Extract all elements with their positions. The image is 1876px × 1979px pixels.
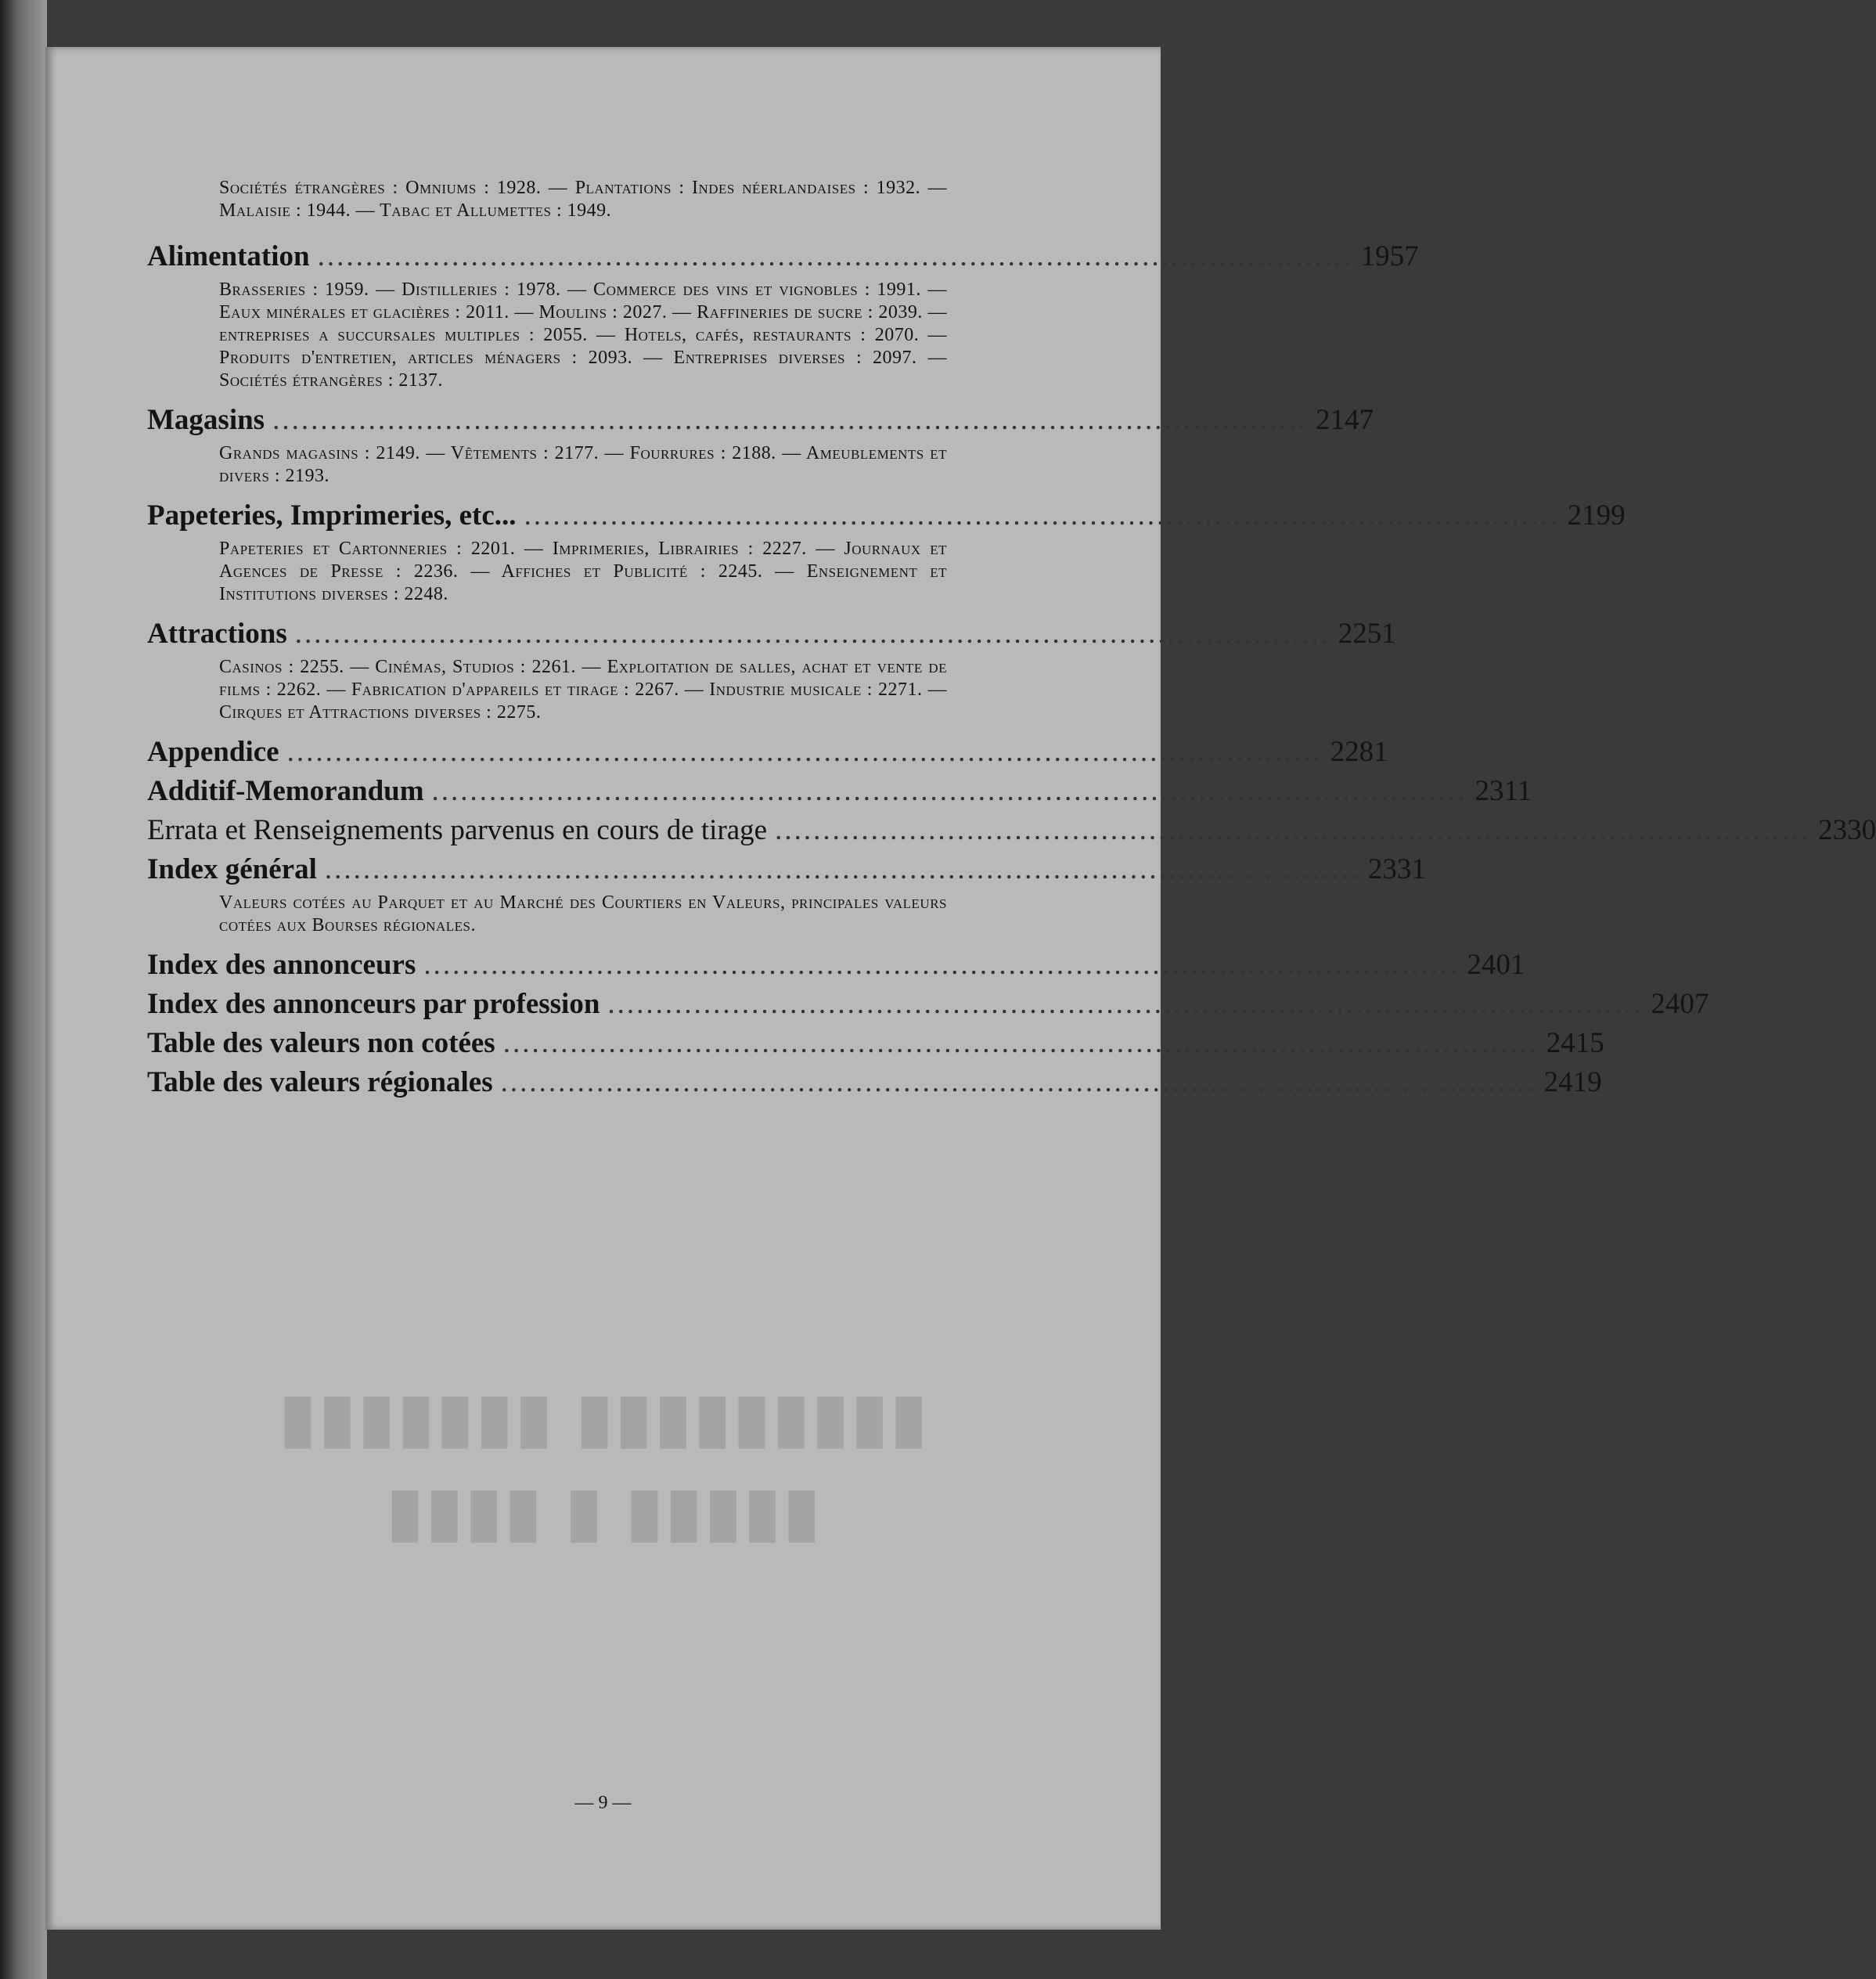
toc-entry-index-annonceurs-profession	[147, 987, 1709, 1026]
toc-subentries: Papeteries et Cartonneries : 2201. — Imprimeries, Librairies : 2227. — Journaux et Agences de Presse : 2236. — Affiches et Publicité : 2245. — Enseignement et Institutions diverses : 2248.	[219, 539, 947, 604]
leader-dots: ............................................................................................................	[286, 736, 1323, 768]
toc-entry-appendice	[147, 735, 1388, 774]
leader-dots: ............................................................................................................	[431, 775, 1467, 807]
toc-entry-index-annonceurs	[147, 948, 1525, 987]
toc-title: Errata et Renseignements parvenus en cours de tirage	[147, 814, 768, 846]
toc-page-number: 2415	[1546, 1027, 1604, 1059]
toc-title: Additif-Memorandum	[147, 775, 424, 807]
toc-title: Table des valeurs régionales	[147, 1066, 493, 1098]
book-page	[45, 47, 1876, 1930]
toc-title: Index des annonceurs	[147, 949, 416, 981]
toc-entry-valeurs-regionales	[147, 1065, 1602, 1105]
toc-title: Papeteries, Imprimeries, etc...	[147, 499, 517, 532]
toc-page-number: 2331	[1367, 853, 1426, 885]
toc-page-number: 2311	[1475, 775, 1532, 807]
leader-dots: ............................................................................................................	[317, 240, 1353, 272]
bleed-through-text: ▮▮▮▮▮▮▮ ▮▮▮▮▮▮▮▮▮ ▮▮▮▮ ▮ ▮▮▮▮▮	[279, 1380, 931, 1548]
leader-dots: ............................................................................................................	[775, 814, 1811, 846]
toc-page-number: 2330	[1818, 814, 1876, 846]
leader-dots: ............................................................................................................	[524, 499, 1560, 532]
leader-dots: ............................................................................................................	[324, 853, 1360, 885]
toc-page-number: 2147	[1316, 404, 1374, 436]
toc-heading	[147, 403, 1374, 442]
page-number: — 9 —	[574, 1793, 632, 1813]
toc-heading	[147, 240, 1419, 279]
toc-subentries: Brasseries : 1959. — Distilleries : 1978. — Commerce des vins et vignobles : 1991. — Eaux minérales et glacières : 2011. — Moulins : 2027. — Raffineries de sucre : 2039. — entreprises a succursales multiples : 2055. — Hotels, cafés, restaurants : 2070. — Produits d'entretien, articles ménagers : 2093. — Entreprises diverses : 2097. — Sociétés étrangères : 2137.	[219, 279, 947, 391]
leader-dots: ............................................................................................................	[294, 618, 1330, 650]
table-of-contents	[147, 177, 1876, 1105]
toc-entry-papeteries	[147, 499, 1626, 606]
toc-title: Appendice	[147, 736, 279, 768]
leader-dots: ............................................................................................................	[607, 988, 1644, 1020]
toc-heading	[147, 853, 1426, 892]
leader-dots: ............................................................................................................	[272, 404, 1309, 436]
toc-subentries: Casinos : 2255. — Cinémas, Studios : 2261. — Exploitation de salles, achat et vente de films : 2262. — Fabrication d'appareils et tirage : 2267. — Industrie musicale : 2271. — Cirques et Attractions diverses : 2275.	[219, 657, 947, 723]
leader-dots: ............................................................................................................	[500, 1066, 1536, 1098]
toc-entry-errata	[147, 813, 1876, 853]
toc-entry-attractions	[147, 617, 1396, 724]
toc-page-number: 2281	[1330, 736, 1388, 768]
leader-dots: ............................................................................................................	[423, 949, 1460, 981]
toc-title: Index général	[147, 853, 317, 885]
toc-title: Magasins	[147, 404, 265, 436]
toc-page-number: 2407	[1651, 988, 1709, 1020]
toc-page-number: 2419	[1543, 1066, 1602, 1098]
book-spine-edge	[0, 0, 47, 1979]
toc-title: Index des annonceurs par profession	[147, 988, 600, 1020]
toc-page-number: 2251	[1338, 618, 1396, 650]
toc-subentries: Grands magasins : 2149. — Vêtements : 2177. — Fourrures : 2188. — Ameublements et divers : 2193.	[219, 443, 947, 486]
toc-subentries: Valeurs cotées au Parquet et au Marché des Courtiers en Valeurs, principales valeurs cotées aux Bourses régionales.	[219, 892, 947, 935]
leader-dots: ............................................................................................................	[502, 1027, 1539, 1059]
intro-subentries: Sociétés étrangères : Omniums : 1928. — Plantations : Indes néerlandaises : 1932. — Malaisie : 1944. — Tabac et Allumettes : 1949.	[219, 178, 947, 221]
toc-title: Table des valeurs non cotées	[147, 1027, 495, 1059]
toc-page-number: 1957	[1360, 240, 1419, 272]
toc-entry-valeurs-non-cotees	[147, 1026, 1604, 1065]
toc-entry-alimentation	[147, 240, 1419, 392]
toc-heading	[147, 617, 1396, 656]
toc-entry-index-general	[147, 853, 1426, 937]
toc-page-number: 2199	[1567, 499, 1626, 532]
toc-heading	[147, 499, 1626, 538]
toc-title: Alimentation	[147, 240, 310, 272]
toc-page-number: 2401	[1467, 949, 1525, 981]
toc-entry-additif	[147, 774, 1532, 813]
toc-entry-magasins	[147, 403, 1374, 488]
toc-title: Attractions	[147, 618, 287, 650]
